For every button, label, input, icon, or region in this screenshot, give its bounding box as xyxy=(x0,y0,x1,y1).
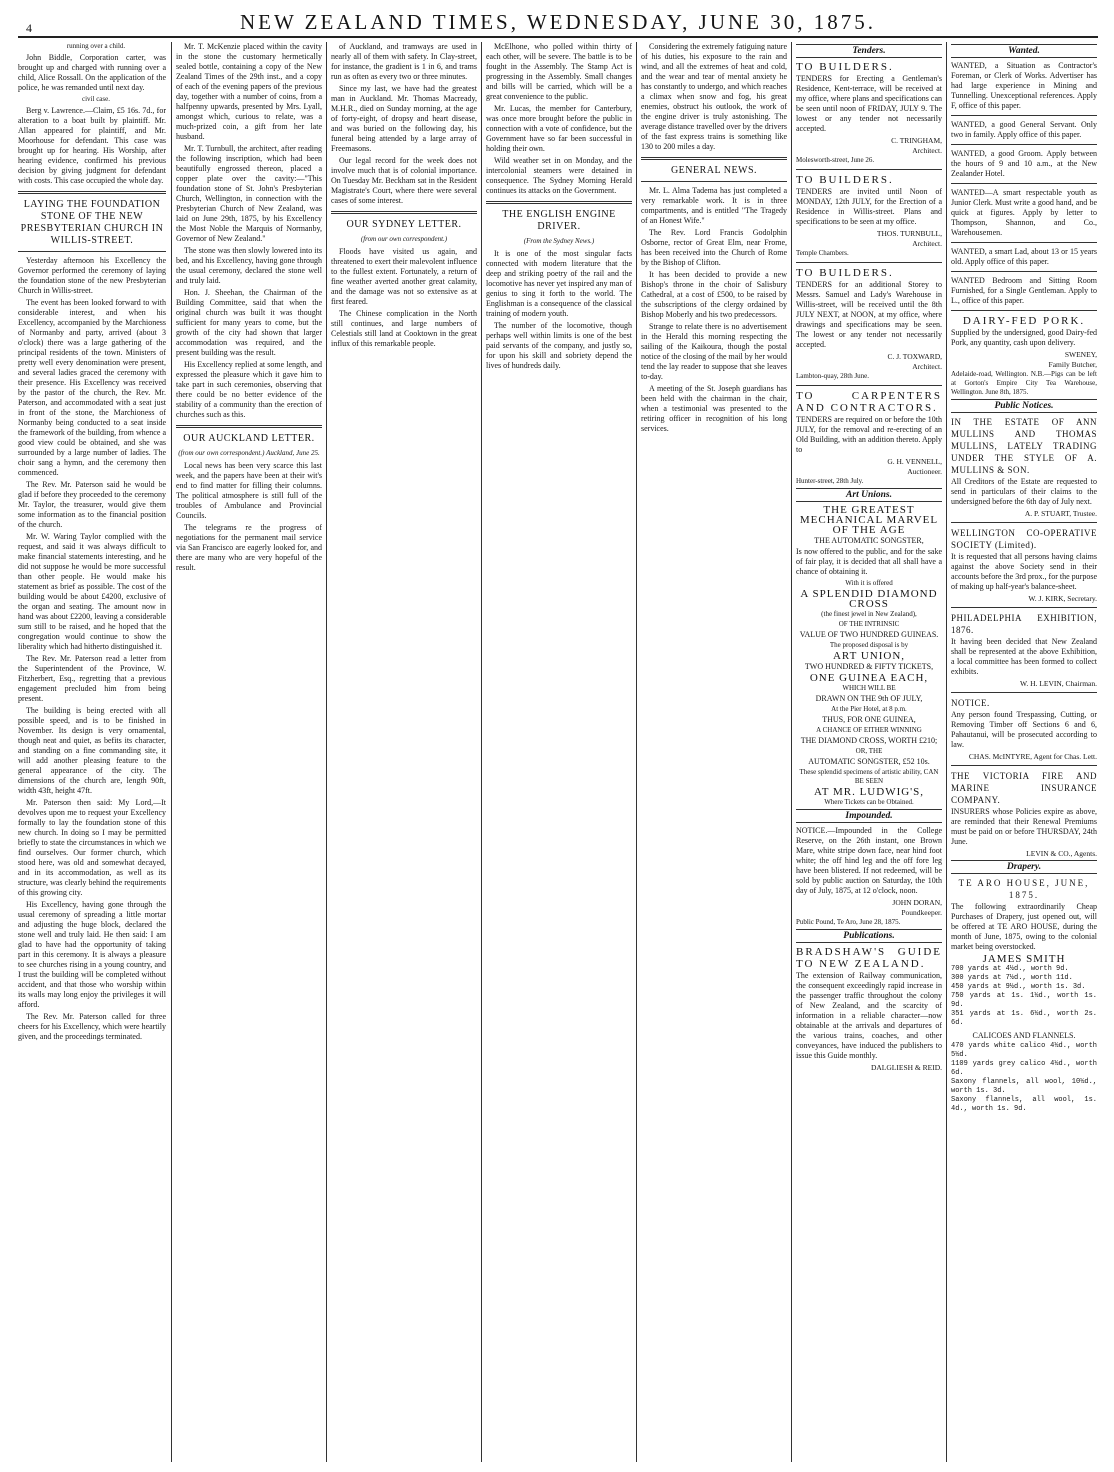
article-subheading: (From the Sydney News.) xyxy=(523,237,595,245)
notice xyxy=(951,416,1097,518)
calico-list xyxy=(951,1042,1097,1114)
price-line: 1109 yards grey calico 4½d., worth 6d. xyxy=(951,1060,1097,1077)
paragraph: His Excellency replied at some length, and expressed the pleasure which it gave him to take part in such ceremonies, observing that there could be no better evidence of the stability of a community than the erection of churches such as this. xyxy=(176,360,322,419)
art-line: Is now offered to the public, and for the sake of fair play, it is decided that all shall have a chance of obtaining it. xyxy=(796,547,942,576)
letter-subheading: (from our own correspondent.) xyxy=(360,235,448,243)
section-heading-public-notices: Public Notices. xyxy=(951,399,1097,413)
ad-heading: DAIRY-FED PORK. xyxy=(962,315,1086,327)
ad-signature-title: Architect. xyxy=(912,239,942,248)
price-line: 300 yards at 7½d., worth 11d. xyxy=(951,974,1073,982)
price-line: 450 yards at 9½d., worth 1s. 3d. xyxy=(951,983,1086,991)
paragraph: of Auckland, and tramways are used in nearly all of them with safety. In Clay-street, for instance, the gradient is 1 in 6, and trams run as often as every two or three minutes. xyxy=(331,42,477,81)
art-line: THE GREATEST MECHANICAL MARVEL OF THE AGE xyxy=(799,504,939,536)
ad-signature: C. TRINGHAM, xyxy=(891,136,942,145)
paragraph: The Rev. Mr. Paterson read a letter from the Superintendent of the Province, W. Fitzherbert, Esq., regretting that a previous engagement precluded him from being present. xyxy=(18,654,166,703)
ad-signature: C. J. TOXWARD, xyxy=(887,352,942,361)
paragraph: The Rev. Mr. Paterson said he would be glad if before they proceeded to the ceremony Mr. Taylor, the treasurer, would give them some information as to the financial position of the church. xyxy=(18,480,166,529)
art-line: DRAWN ON THE 9th OF JULY, xyxy=(815,694,923,703)
art-line: THUS, FOR ONE GUINEA, xyxy=(822,715,916,724)
ad-signature: DALGLIESH & REID. xyxy=(870,1063,942,1072)
ad-signature-title: Architect. xyxy=(912,146,942,155)
letter-heading: OUR AUCKLAND LETTER. xyxy=(183,433,315,444)
notice-signature: W. J. KIRK, Secretary. xyxy=(1028,594,1097,603)
paragraph: John Biddle, Corporation carter, was brought up and charged with running over a child, Alice Rossall. On the application of the police, he was remanded until next day. xyxy=(18,53,166,92)
paragraph: Mr. W. Waring Taylor complied with the request, and said it was always difficult to make financial statements interesting, and he did not suppose he would be more successful than other people. He would make his statement as brief as possible. The cost of the building would be about £4200, exclusive of the organ and seating. The amount now in hand was about £2200, leaving a considerable sum still to be raised, and he hoped that the congregation would continue to show the liberality which had hitherto distinguished it. xyxy=(18,532,166,651)
section-heading-impounded: Impounded. xyxy=(796,809,942,823)
price-line: Saxony flannels, all wool, 1s. 4d., worth 1s. 9d. xyxy=(951,1096,1097,1113)
ad-body: Supplied by the undersigned, good Dairy-fed Pork, any quantity, cash upon delivery. xyxy=(951,328,1097,347)
notice-body: INSURERS whose Policies expire as above, are reminded that their Renewal Premiums must be paid on or before THURSDAY, 24th June. xyxy=(951,807,1097,846)
notice-body: It is requested that all persons having claims against the above Society send in their accounts before the 3rd prox., for the purpose of making up half-year's balance-sheet. xyxy=(951,552,1097,591)
paragraph: Mr. Paterson then said: My Lord,—It devolves upon me to request your Excellency formally to lay the foundation stone of this new church. In doing so I may be permitted briefly to state the circumstances in which we find ourselves. Our former church, which stood here, was old and somewhat decayed, and in its accommodation, as well as its structure, was clearly behind the requirements of this growing city. xyxy=(18,798,166,897)
notice-heading: PHILADELPHIA EXHIBITION, 1876. xyxy=(951,613,1097,635)
art-line: (the finest jewel in New Zealand), xyxy=(821,610,917,618)
art-line: THE AUTOMATIC SONGSTER, xyxy=(814,536,924,545)
wanted-ad: WANTED, a smart Lad, about 13 or 15 years old. Apply office of this paper. xyxy=(951,247,1097,266)
newspaper-page xyxy=(18,8,1098,1464)
wanted-ad: WANTED, a good Groom. Apply between the hours of 9 and 10 a.m., at the New Zealander Hotel. xyxy=(951,149,1097,178)
paragraph: The stone was then slowly lowered into its bed, and his Excellency, having gone through the usual ceremony, declared the stone well and truly laid. xyxy=(176,246,322,285)
wanted-ad: WANTED—A smart respectable youth as Junior Clerk. Must write a good hand, and be quick at figures. Apply by letter to Thompson, Shannon, and Co., Warehousemen. xyxy=(951,188,1097,237)
ad-address: Adelaide-road, Wellington. N.B.—Pigs can be left at Gorton's Empire City Tea Warehouse, Wellington. June 8th, 1875. xyxy=(951,370,1097,396)
ad-signature: G. H. VENNELL, xyxy=(887,457,942,466)
notice-signature: LEVIN & CO., Agents. xyxy=(1026,849,1097,858)
masthead-title: NEW ZEALAND TIMES, WEDNESDAY, JUNE 30, 1875. xyxy=(240,10,876,34)
ad-heading: TO BUILDERS. xyxy=(796,61,894,73)
paragraph: It has been decided to provide a new Bishop's throne in the choir of Salisbury Cathedral, at a cost of £500, to be raised by the subscriptions of the clergy ordained by Bishop Moberly and his two predecessors. xyxy=(641,270,787,319)
column-2 xyxy=(176,42,322,1462)
price-line: 700 yards at 4½d., worth 9d. xyxy=(951,965,1069,973)
paragraph: Mr. L. Alma Tadema has just completed a very remarkable work. It is in three compartments, and is entitled "The Tragedy of an Honest Wife." xyxy=(641,186,787,225)
ad-signature: JAMES SMITH xyxy=(982,953,1066,965)
section-heading-tenders: Tenders. xyxy=(796,44,942,58)
paragraph: The number of the locomotive, though perhaps well within limits is one of the best paid servants of the company, and justly so, for upon his skill and sobriety depend the lives of hundreds daily. xyxy=(486,321,632,370)
ad-signature: SWENEY, xyxy=(1064,350,1097,359)
paragraph: The Rev. Lord Francis Godolphin Osborne, rector of Great Elm, near Frome, has been received into the Church of Rome by the Bishop of Clifton. xyxy=(641,228,787,267)
price-line: 351 yards at 1s. 6½d., worth 2s. 6d. xyxy=(951,1010,1097,1027)
paragraph: Wild weather set in on Monday, and the intercolonial steamers were detained in consequence. The Sydney Morning Herald continues its attacks on the Government. xyxy=(486,156,632,195)
ad-signature: THOS. TURNBULL, xyxy=(876,229,942,238)
ad-body: The following extraordinarily Cheap Purchases of Drapery, just opened out, will be offered at TE ARO HOUSE, during the month of June, 1875, owing to the colonial market being overstocked. xyxy=(951,902,1097,951)
ad-signature-title: Auctioneer. xyxy=(907,467,942,476)
notice-body: All Creditors of the Estate are requested to send in particulars of their claims to the undersigned before the 6th day of July next. xyxy=(951,477,1097,506)
ad-body: TENDERS for Erecting a Gentleman's Residence, Kent-terrace, will be received at my office, where plans and specifications can be seen until noon of FRIDAY, JULY 9. The lowest or any tender not necessarily accepted. xyxy=(796,74,942,133)
art-line: The proposed disposal is by xyxy=(829,641,909,649)
ad-heading: TO CARPENTERS AND CONTRACTORS. xyxy=(796,390,942,414)
paragraph: Local news has been very scarce this last week, and the papers have been at their wit's end to find matter for filling their columns. The political atmosphere is still full of the troubles of Ambulance and Provincial Councils. xyxy=(176,461,322,520)
notice-body: It having been decided that New Zealand shall be represented at the above Exhibition, a local committee has been formed to collect exhibits. xyxy=(951,637,1097,676)
paragraph: Strange to relate there is no advertisement in the Herald this morning respecting the sailing of the Kaikoura, though the postal notice of the closing of the mail by her would tend the lay reader to suppose that she leaves to-day. xyxy=(641,322,787,381)
art-line: AT MR. LUDWIG'S, xyxy=(813,786,925,798)
art-line: OR, THE xyxy=(855,747,883,755)
art-line: ART UNION, xyxy=(832,650,906,662)
section-heading-art-unions: Art Unions. xyxy=(796,488,942,502)
column-5 xyxy=(641,42,787,1462)
notice xyxy=(951,697,1097,761)
ad-body: TENDERS are required on or before the 10th JULY, for the removal and re-erecting of an Old Building, with an addition thereto. Apply to xyxy=(796,415,942,454)
ad-signature-title: Poundkeeper. xyxy=(901,908,942,917)
notice xyxy=(951,527,1097,603)
paragraph: Since my last, we have had the greatest man in Auckland. Mr. Thomas Macready, M.H.R., died on Sunday morning, at the age of forty-eight, of dropsy and heart disease, and was buried on the following day, his funeral being attended by a large array of Freemasons. xyxy=(331,84,477,153)
notice-signature: A. P. STUART, Trustee. xyxy=(1024,509,1097,518)
paragraph: The event has been looked forward to with considerable interest, and when his Excellency, accompanied by the Marchioness of Normanby and party, arrived (about 3 o'clock) there was a large gathering of the principal residents of the town. Ministers of pretty well every denomination were present, and several ladies graced the ceremony with their presence. His Excellency was received by the pastor of the church, the Rev. Mr. Paterson, and accommodated with a seat just in front of the stone, the Marchioness of Normanby being conducted to a seat inside the framework of the building, from whence a good view could be obtained, and she was surrounded by a large number of ladies. The choir sang a hymn, and the ceremony then commenced. xyxy=(18,298,166,477)
paragraph: Mr. T. McKenzie placed within the cavity in the stone the customary hermetically sealed bottle, containing a copy of the New Zealand Times of the 29th inst., and a copy of each of the evening papers of the previous day, together with a number of coins, from a halfpenny upwards, presented by Mrs. Lyall, amongst which, curious to relate, was a much-prized coin, a gift from her late husband. xyxy=(176,42,322,141)
ad-address: Hunter-street, 28th July. xyxy=(796,477,864,485)
impounded-body: NOTICE.—Impounded in the College Reserve, on the 26th instant, one Brown Mare, white stripe down face, near hind foot white; the off hind leg and the off fore leg have been blistered. If not redeemed, will be sold by public auction on Saturday, the 10th day of July, 1875, at 12 o'clock, noon. xyxy=(796,826,942,895)
ad-address: Public Pound, Te Aro, June 28, 1875. xyxy=(796,918,901,926)
page-number: 4 xyxy=(26,21,35,35)
calicoes-heading: CALICOES AND FLANNELS. xyxy=(972,1031,1076,1040)
news-heading: GENERAL NEWS. xyxy=(670,165,758,176)
notice-heading: NOTICE. xyxy=(951,698,990,708)
paragraph: The telegrams re the progress of negotiations for the permanent mail service via San Francisco are eagerly looked for, and there are many who are very hopeful of the result. xyxy=(176,523,322,572)
ad-address: Molesworth-street, June 26. xyxy=(796,156,875,164)
paragraph: Mr. Lucas, the member for Canterbury, was once more brought before the public in connection with a vote of confidence, but the Government have so far been successful in holding their own. xyxy=(486,104,632,153)
ad-heading: TE ARO HOUSE, JUNE, 1875. xyxy=(958,878,1090,900)
column-3 xyxy=(331,42,477,1462)
art-line: VALUE OF TWO HUNDRED GUINEAS. xyxy=(799,630,939,639)
paragraph: Floods have visited us again, and threatened to exert their malevolent influence to the fullest extent. Fortunately, a return of fine weather averted another great calamity, and the damage was not so extensive as at first feared. xyxy=(331,247,477,306)
column-1 xyxy=(18,42,166,1462)
letter-heading: OUR SYDNEY LETTER. xyxy=(346,219,462,230)
wanted-ad: WANTED Bedroom and Sitting Room Furnished, for a Single Gentleman. Apply to L., office of this paper. xyxy=(951,276,1097,305)
ad-heading: BRADSHAW'S GUIDE TO NEW ZEALAND. xyxy=(796,946,942,970)
art-line: TWO HUNDRED & FIFTY TICKETS, xyxy=(804,662,934,671)
paragraph: McElhone, who polled within thirty of each other, will be severe. The battle is to be fought in the Assembly. The Stamp Act is progressing in the Assembly. Small changes and bills will be carried, which will be a great convenience to the public. xyxy=(486,42,632,101)
tender-ad xyxy=(796,267,942,381)
column-6 xyxy=(796,42,942,1462)
item-heading: civil case. xyxy=(82,95,110,103)
art-line: ONE GUINEA EACH, xyxy=(809,672,929,684)
art-line: WHICH WILL BE xyxy=(842,684,896,692)
notice-heading: WELLINGTON CO-OPERATIVE SOCIETY (Limited). xyxy=(951,528,1097,550)
notice-body: Any person found Trespassing, Cutting, or Removing Timber off Sections 6 and 6, Pahautanui, will be prosecuted according to law. xyxy=(951,710,1097,749)
ad-body: TENDERS for an additional Storey to Messrs. Samuel and Lady's Warehouse in Willis-street, will be received until the 8th JULY NEXT, at NOON, at my office, where drawings and specifications may be seen. The lowest or any tender not necessarily accepted. xyxy=(796,280,942,349)
tender-ad xyxy=(796,174,942,258)
paragraph: The Chinese complication in the North still continues, and large numbers of Celestials still land at Cooktown in the great influx of this remarkable people. xyxy=(331,309,477,348)
notice-heading: IN THE ESTATE OF ANN MULLINS AND THOMAS MULLINS, LATELY TRADING UNDER THE STYLE OF A. MULLINS & SON. xyxy=(951,417,1097,475)
ad-signature: JOHN DORAN, xyxy=(892,898,942,907)
ad-address: Lambton-quay, 28th June. xyxy=(796,372,870,380)
article-heading: LAYING THE FOUNDATION STONE OF THE NEW PRESBYTERIAN CHURCH IN WILLIS-STREET. xyxy=(20,199,164,246)
art-line: OF THE INTRINSIC xyxy=(838,620,900,628)
masthead xyxy=(18,8,1098,36)
wanted-ad: WANTED, a good General Servant. Only two in family. Apply office of this paper. xyxy=(951,120,1097,139)
art-line: At the Pier Hotel, at 8 p.m. xyxy=(831,705,907,713)
column-7 xyxy=(951,42,1097,1462)
art-line: A CHANCE OF EITHER WINNING xyxy=(816,726,922,734)
art-line: Where Tickets can be Obtained. xyxy=(824,798,914,806)
paragraph: Yesterday afternoon his Excellency the Governor performed the ceremony of laying the foundation stone of the new Presbyterian Church in Willis-street. xyxy=(18,256,166,295)
paragraph: His Excellency, having gone through the usual ceremony of spreading a little mortar and adjusting the huge block, declared the stone well and truly laid. He then said: I am glad to have had the opportunity of taking part in this ceremony. It is always a pleasure to see churches rising in a young country, and I trust the building will be completed without accident, and that those who worship within its walls may long enjoy the privileges it will afford. xyxy=(18,900,166,1009)
ad-heading: TO BUILDERS. xyxy=(796,174,894,186)
notice xyxy=(951,612,1097,688)
ad-body: TENDERS are invited until Noon of MONDAY, 12th JULY, for the Erection of a Residence in Willis-street. Plans and specifications to be seen at my office. xyxy=(796,187,942,226)
paragraph: The building is being erected with all possible speed, and is to be finished in November. Its design is very ornamental, though neat and quiet, as befits its character, and standing on a fine commanding site, it will add another pleasing feature to the general appearance of the city. The dimensions of the church are, length 90ft, width 43ft, height 47ft. xyxy=(18,706,166,795)
column-4 xyxy=(486,42,632,1462)
paragraph: It is one of the most singular facts connected with modern literature that the deep and striking poetry of the rail and the locomotive has never yet inspired any man of genius to sing it forth to the world. The Englishman is a consequence of the classical training of modern youth. xyxy=(486,249,632,318)
section-heading-publications: Publications. xyxy=(796,929,942,943)
ad-signature-title: Family Butcher, xyxy=(1048,360,1097,369)
price-line: 470 yards white calico 4½d., worth 5½d. xyxy=(951,1042,1097,1059)
item-heading: running over a child. xyxy=(66,42,126,50)
paragraph: A meeting of the St. Joseph guardians has been held with the chairman in the chair, when a testimonial was presented to the retiring officer in recognition of his long services. xyxy=(641,384,787,433)
price-list xyxy=(951,965,1097,1028)
art-line: THE DIAMOND CROSS, WORTH £210; xyxy=(800,736,938,745)
notice-heading: THE VICTORIA FIRE AND MARINE INSURANCE COMPANY. xyxy=(951,771,1097,805)
art-line: These splendid specimens of artistic ability, CAN BE SEEN xyxy=(799,768,939,785)
paragraph: Hon. J. Sheehan, the Chairman of the Building Committee, said that when the original church was built it was thought sufficient for many years to come, but the growth of the city had shown that larger accommodation was required, and the present building was the result. xyxy=(176,288,322,357)
ad-heading: TO BUILDERS. xyxy=(796,267,894,279)
price-line: 750 yards at 1s. 1½d., worth 1s. 9d. xyxy=(951,992,1097,1009)
section-heading-wanted: Wanted. xyxy=(951,44,1097,58)
wanted-ad: WANTED, a Situation as Contractor's Foreman, or Clerk of Works. Advertiser has had large experience in Mining and Tunnelling. Unexceptional references. Apply F, office of this paper. xyxy=(951,61,1097,110)
letter-subheading: (from our own correspondent.) Auckland, June 25. xyxy=(178,449,320,457)
ad-body: The extension of Railway communication, the consequent exceedingly rapid increase in the passenger traffic throughout the colony of New Zealand, and the scarcity of information in a reliable character—now obtainable at the arrivals and departures of the various trains, coaches, and other conveyances, have induced the publishers to issue this Guide monthly. xyxy=(796,971,942,1060)
notice xyxy=(951,770,1097,858)
notice-signature: W. H. LEVIN, Chairman. xyxy=(1020,679,1097,688)
ad-signature-title: Architect. xyxy=(912,362,942,371)
art-line: AUTOMATIC SONGSTER, £52 10s. xyxy=(808,757,930,766)
price-line: Saxony flannels, all wool, 10½d., worth 1s. 3d. xyxy=(951,1078,1097,1095)
tender-ad xyxy=(796,390,942,486)
paragraph: Our legal record for the week does not involve much that is of colonial importance. On Tuesday Mr. Beckham sat in the Resident Magistrate's Court, where there were several cases of some interest. xyxy=(331,156,477,205)
paragraph: The Rev. Mr. Paterson called for three cheers for his Excellency, which were heartily given, and the proceedings terminated. xyxy=(18,1012,166,1041)
tender-ad xyxy=(796,61,942,165)
ad-address: Temple Chambers. xyxy=(796,249,849,257)
notice-signature: CHAS. McINTYRE, Agent for Chas. Lett. xyxy=(968,752,1097,761)
art-line: With it is offered xyxy=(845,579,893,587)
section-heading-drapery: Drapery. xyxy=(951,860,1097,874)
paragraph: Berg v. Lawrence.—Claim, £5 16s. 7d., for alteration to a boat built by plaintiff. Mr. Allan appeared for plaintiff, and Mr. Moorhouse for defendant. This case was brought up for hearing. His Worship, after hearing evidence, confirmed his previous decision by giving judgment for defendant with costs. This case occupied the whole day. xyxy=(18,106,166,185)
art-line: A SPLENDID DIAMOND CROSS xyxy=(800,588,938,610)
paragraph: Mr. T. Turnbull, the architect, after reading the following inscription, which had been beautifully engrossed thereon, placed a copper plate over the cavity:—"This foundation stone of St. John's Presbyterian Church, Wellington, in connection with the Presbyterian Church of New Zealand, was laid on June 29th, 1875, by his Excellency the Most Noble the Marquis of Normanby, Governor of New Zealand." xyxy=(176,144,322,243)
paragraph: Considering the extremely fatiguing nature of his duties, his exposure to the rain and wind, and all the extremes of heat and cold, and the wear and tear of mental anxiety he has constantly to undergo, and which reaches a climax when snow and fog, his great enemies, obstruct his outlook, the work of the engine driver is truly astonishing. The average distance travelled over by the drivers of the fast express trains is something like 130 to 200 miles a day. xyxy=(641,42,787,151)
article-heading: THE ENGLISH ENGINE DRIVER. xyxy=(502,209,616,232)
